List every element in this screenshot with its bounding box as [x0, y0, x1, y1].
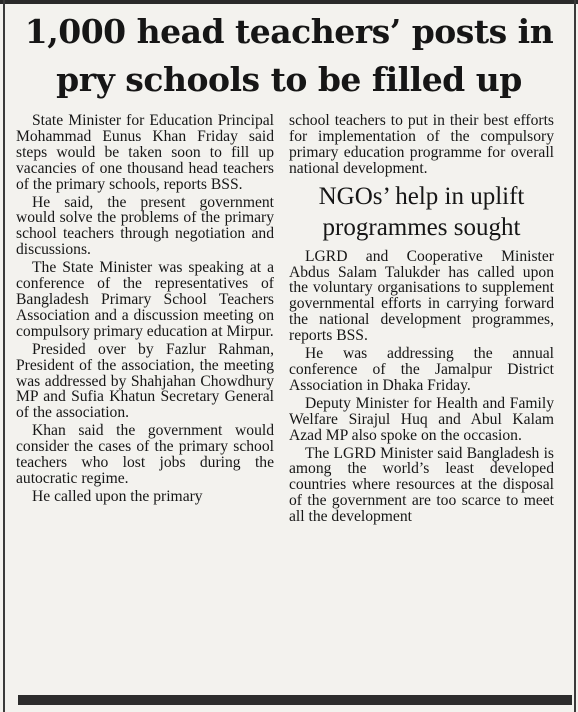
article-paragraph: Khan said the government would consider the cases of the primary school teachers who lost jobs during the autocratic regime.	[16, 422, 274, 487]
left-column	[16, 113, 274, 507]
right-border-rule	[574, 0, 576, 712]
subhead-line-1: NGOs’ help in uplift	[318, 182, 525, 210]
article-paragraph: He called upon the primary	[32, 487, 203, 505]
headline-line-2: pry schools to be filled up	[56, 60, 522, 99]
right-column	[289, 113, 554, 527]
article-paragraph: State Minister for Education Principal Mohammad Eunus Khan Friday said steps would be taken soon to fill up vacancies of one thousand head teachers of the primary schools, reports BSS.	[16, 112, 274, 193]
article-paragraph: He was addressing the annual conference of the Jamalpur District Association in Dhaka Friday.	[289, 345, 554, 394]
article-paragraph: He said, the present government would solve the problems of the primary school teachers through negotiation and discussions.	[16, 193, 274, 259]
article-paragraph: The LGRD Minister said Bangladesh is among the world’s least developed countries where resources at the disposal of the government are too scarce to meet all the development	[289, 444, 554, 526]
left-border-rule	[3, 0, 5, 712]
headline-line-1: 1,000 head teachers’ posts in	[24, 12, 554, 51]
article-paragraph: Deputy Minister for Health and Family Welfare Sirajul Huq and Abul Kalam Azad MP also spoke on the occasion.	[289, 394, 554, 444]
bottom-border-rule	[18, 695, 572, 705]
article-paragraph: LGRD and Cooperative Minister Abdus Salam Talukder has called upon the voluntary organisations to supplement governmental efforts in carrying forward the national development programmes, reports BSS.	[289, 247, 554, 345]
article-paragraph: The State Minister was speaking at a conference of the representatives of Bangladesh Primary School Teachers Association and a discussion meeting on compulsory primary education at Mirpur.	[16, 259, 274, 340]
subhead-line-2: programmes sought	[322, 213, 521, 241]
top-border-rule	[0, 0, 578, 4]
subhead	[289, 181, 554, 243]
article-continuation: school teachers to put in their best efforts for implementation of the compulsory primary education programme for overall national development.	[289, 112, 554, 177]
article-paragraph: Presided over by Fazlur Rahman, President of the association, the meeting was addressed by Shahjahan Chowdhury MP and Sufia Khatun Secretary General of the association.	[16, 340, 274, 422]
